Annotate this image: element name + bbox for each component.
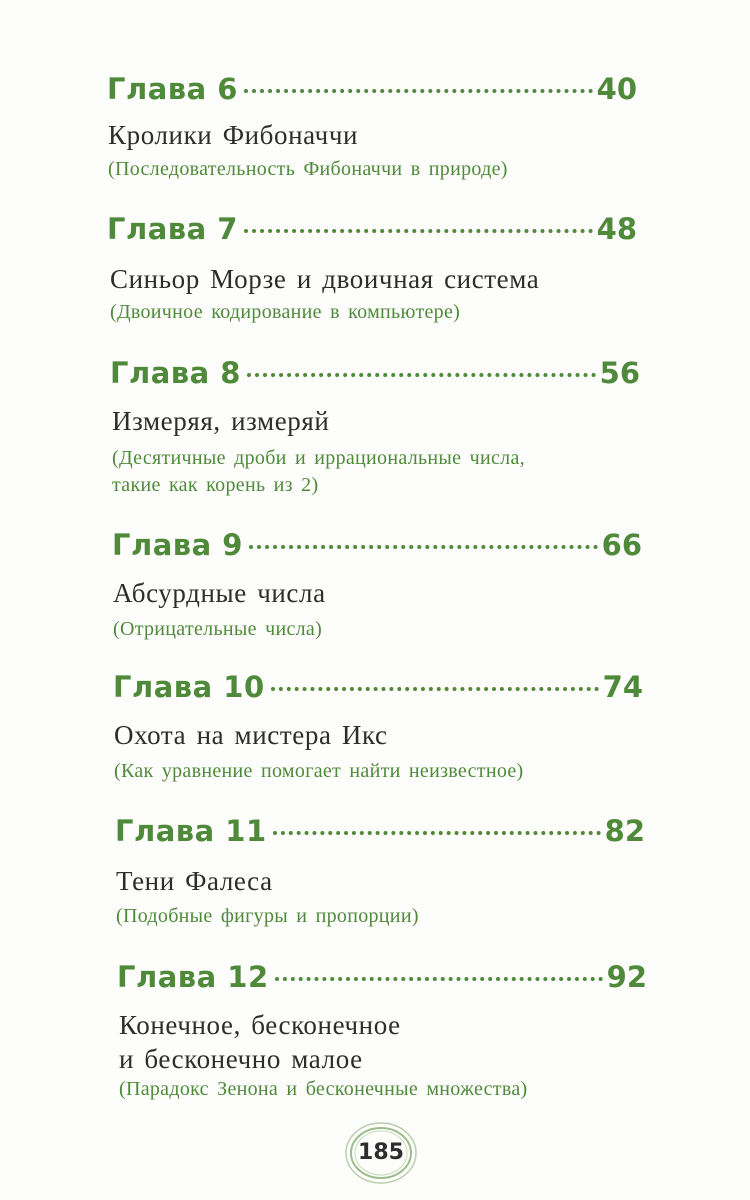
chapter-page-number: 82 <box>604 814 645 848</box>
page-number: 185 <box>358 1140 404 1165</box>
chapter-title <box>110 262 539 296</box>
chapter-title-line: Кролики Фибоначчи <box>108 120 359 150</box>
chapter-subtitle <box>114 758 524 785</box>
chapter-title-line: Охота на мистера Икс <box>114 720 388 750</box>
chapter-subtitle-line: такие как корень из 2) <box>112 474 319 496</box>
dot-leader <box>247 373 596 377</box>
chapter-subtitle-line: (Последовательность Фибоначчи в природе) <box>108 158 508 180</box>
chapter-title-line: Синьор Морзе и двоичная система <box>110 264 540 294</box>
chapter-heading-line <box>107 72 637 112</box>
chapter-label: Глава 7 <box>107 212 238 246</box>
chapter-heading-line <box>107 212 637 252</box>
chapter-label: Глава 9 <box>112 528 243 562</box>
chapter-page-number: 40 <box>596 72 637 106</box>
chapter-title <box>116 864 273 898</box>
chapter-title <box>119 1008 401 1076</box>
chapter-page-number: 66 <box>601 528 642 562</box>
chapter-subtitle-line: (Отрицательные числа) <box>113 618 323 640</box>
chapter-heading-line <box>115 814 645 854</box>
chapter-subtitle <box>119 1076 527 1103</box>
chapter-heading-line <box>112 528 642 568</box>
chapter-heading-line <box>113 670 643 710</box>
chapter-title-line: Абсурдные числа <box>113 578 326 608</box>
chapter-subtitle <box>108 156 508 183</box>
chapter-subtitle <box>110 299 460 326</box>
chapter-subtitle <box>113 616 322 643</box>
chapter-label: Глава 12 <box>117 960 269 994</box>
chapter-page-number: 56 <box>599 356 640 390</box>
chapter-page-number: 74 <box>602 670 643 704</box>
chapter-title <box>114 718 388 752</box>
dot-leader <box>271 687 599 691</box>
chapter-subtitle <box>112 445 525 499</box>
chapter-subtitle-line: (Как уравнение помогает найти неизвестное) <box>114 760 524 782</box>
chapter-page-number: 48 <box>596 212 637 246</box>
chapter-heading-line <box>117 960 647 1000</box>
chapter-title-line: Конечное, бесконечное <box>119 1010 401 1040</box>
chapter-label: Глава 11 <box>115 814 267 848</box>
chapter-title-line: и бесконечно малое <box>119 1044 363 1074</box>
chapter-subtitle-line: (Подобные фигуры и пропорции) <box>116 905 419 927</box>
chapter-label: Глава 10 <box>113 670 265 704</box>
page-number-badge <box>342 1120 420 1186</box>
chapter-title <box>108 118 358 152</box>
chapter-title-line: Измеряя, измеряй <box>112 406 330 436</box>
dot-leader <box>244 89 593 93</box>
dot-leader <box>273 831 601 835</box>
chapter-label: Глава 8 <box>110 356 241 390</box>
chapter-title <box>113 576 326 610</box>
dot-leader <box>275 977 603 981</box>
chapter-title-line: Тени Фалеса <box>116 866 273 896</box>
chapter-subtitle-line: (Парадокс Зенона и бесконечные множества) <box>119 1078 528 1100</box>
chapter-title <box>112 404 329 438</box>
chapter-subtitle <box>116 903 419 930</box>
chapter-heading-line <box>110 356 640 396</box>
chapter-subtitle-line: (Десятичные дроби и иррациональные числа, <box>112 447 525 469</box>
dot-leader <box>249 545 598 549</box>
chapter-page-number: 92 <box>606 960 647 994</box>
dot-leader <box>244 229 593 233</box>
chapter-label: Глава 6 <box>107 72 238 106</box>
chapter-subtitle-line: (Двоичное кодирование в компьютере) <box>110 301 461 323</box>
